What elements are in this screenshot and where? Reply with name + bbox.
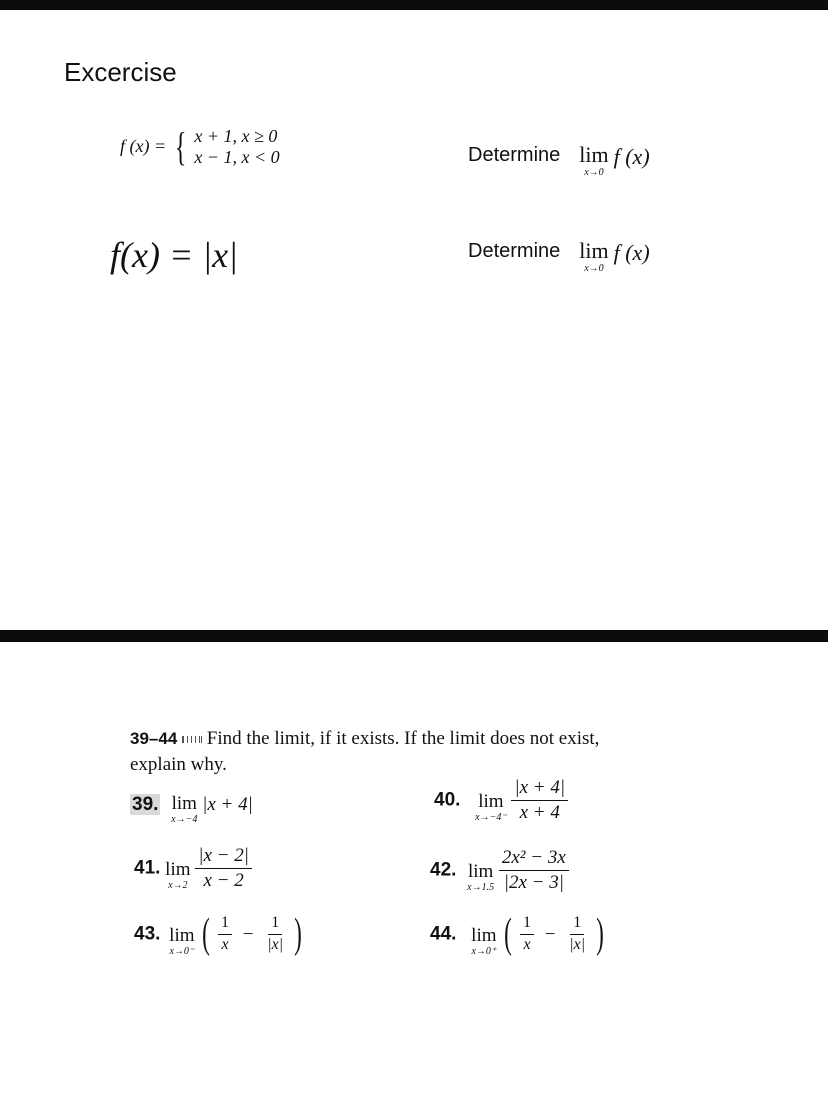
numerator: 1	[520, 915, 534, 935]
fraction-1	[520, 915, 534, 954]
piecewise-cases	[194, 126, 279, 167]
minus-sign: −	[242, 923, 254, 945]
piecewise-lhs: f (x) =	[120, 136, 167, 157]
denominator: |x|	[267, 936, 284, 953]
case-1: x + 1, x ≥ 0	[194, 126, 278, 146]
minus-sign: −	[544, 923, 556, 945]
lim-word: lim	[169, 925, 195, 946]
problem-43	[134, 912, 305, 957]
problem-number: 42.	[430, 859, 457, 881]
lim-word: lim	[579, 142, 609, 167]
lim-subscript: x→1.5	[467, 882, 495, 893]
fraction	[511, 778, 568, 823]
limit-stack	[579, 240, 608, 274]
determine-label: Determine	[468, 240, 561, 262]
determine-label: Determine	[468, 144, 561, 166]
numerator: |x − 2|	[195, 846, 252, 869]
problem-number: 40.	[434, 789, 461, 811]
lim-subscript: x→−4	[171, 814, 198, 825]
denominator: x	[221, 936, 229, 953]
right-paren: )	[294, 910, 302, 957]
top-frame-bar	[0, 0, 828, 10]
slide-2	[2, 642, 826, 1102]
fraction-1	[218, 915, 232, 954]
limit-function: f (x)	[613, 144, 650, 169]
lim-word: lim	[471, 925, 497, 946]
problem-40	[434, 778, 568, 823]
piecewise-function	[120, 123, 280, 169]
denominator: x	[523, 936, 531, 953]
exercise-instruction-line2: explain why.	[130, 754, 227, 775]
limit-expression: |x + 4|	[202, 794, 253, 815]
numerator: 1	[218, 915, 232, 935]
limit-stack	[471, 926, 496, 957]
denominator: x + 4	[519, 802, 560, 823]
problem-39	[130, 794, 253, 825]
limit-stack	[579, 144, 608, 178]
slide-title: Excercise	[64, 57, 177, 87]
lim-subscript: x→0	[584, 167, 604, 178]
numerator: 2x² − 3x	[499, 848, 569, 871]
numerator: 1	[268, 915, 282, 935]
problem-number: 44.	[430, 923, 457, 945]
problem-number: 41.	[134, 857, 161, 879]
lim-subscript: x→0⁻	[169, 946, 195, 957]
problem-41	[134, 846, 252, 891]
fraction	[499, 848, 569, 893]
lim-word: lim	[467, 861, 494, 882]
limit-stack	[169, 926, 194, 957]
determine-limit-2	[468, 240, 650, 274]
lim-word: lim	[165, 859, 191, 880]
right-paren: )	[596, 910, 604, 957]
lim-word: lim	[478, 791, 504, 812]
abs-value-function: f(x) = |x|	[110, 235, 239, 275]
limit-stack	[475, 792, 506, 823]
left-paren: (	[202, 910, 211, 957]
exercise-instruction: Find the limit, if it exists. If the limit does not exist,	[206, 728, 600, 749]
problem-number: 43.	[134, 923, 161, 945]
slide-1	[2, 10, 826, 630]
lim-subscript: x→2	[168, 880, 188, 891]
lim-subscript: x→0	[584, 263, 604, 274]
lim-word: lim	[171, 793, 197, 814]
problem-44	[430, 912, 607, 957]
limit-stack	[467, 862, 494, 893]
problem-42	[430, 848, 569, 893]
case-2: x − 1, x < 0	[194, 146, 280, 167]
left-paren: (	[504, 910, 513, 957]
numerator: |x + 4|	[511, 778, 568, 801]
denominator: |x|	[569, 936, 586, 953]
lim-subscript: x→0⁺	[471, 946, 497, 957]
limit-stack	[171, 794, 197, 825]
slide-separator-bar	[0, 630, 828, 642]
determine-limit-1	[468, 144, 650, 178]
denominator: |2x − 3|	[503, 872, 564, 893]
limit-stack	[165, 860, 190, 891]
brace-glyph: {	[174, 123, 186, 169]
fraction	[195, 846, 252, 891]
lim-word: lim	[579, 238, 609, 263]
exercise-range: 39–44	[130, 729, 178, 748]
exercise-heading	[130, 726, 599, 778]
fraction-2	[264, 915, 286, 954]
divider-bars-icon	[182, 736, 202, 743]
denominator: x − 2	[203, 870, 244, 891]
problem-number: 39.	[132, 794, 159, 815]
numerator: 1	[570, 915, 584, 935]
lim-subscript: x→−4⁻	[475, 812, 507, 823]
limit-function: f (x)	[613, 240, 650, 265]
fraction-2	[566, 915, 588, 954]
